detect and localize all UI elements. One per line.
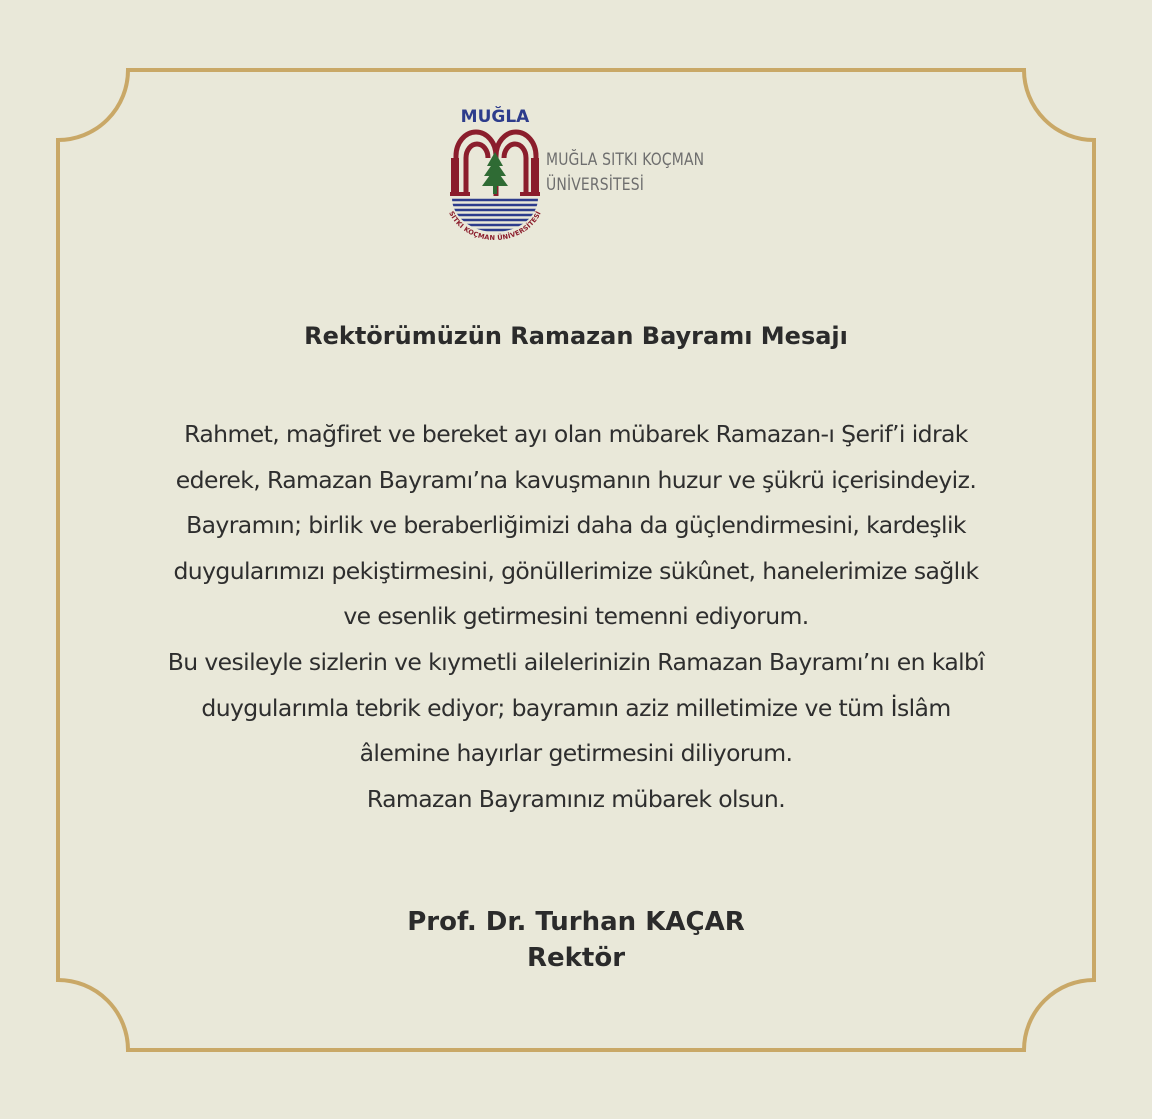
university-name-line1: MUĞLA SITKI KOÇMAN [546,150,705,170]
message-line: âlemine hayırlar getirmesini diliyorum. [359,739,793,768]
signature-role: Rektör [526,943,626,973]
message-line: duygularımla tebrik ediyor; bayramın aziz milletimize ve tüm İslâm [201,693,951,722]
message-title: Rektörümüzün Ramazan Bayramı Mesajı [304,322,848,350]
university-logo [440,100,740,250]
signature-block [76,904,1076,976]
message-line: duygularımızı pekiştirmesini, gönüllerimize sükûnet, hanelerimize sağlık [173,556,979,585]
message-line: Bu vesileyle sizlerin ve kıymetli ailelerinizin Ramazan Bayramı’nı en kalbî [167,647,985,676]
message-line: Rahmet, mağfiret ve bereket ayı olan mübarek Ramazan-ı Şerif’i idrak [184,420,968,448]
signature-name: Prof. Dr. Turhan KAÇAR [407,907,745,937]
message-body [76,412,1076,822]
message-line: Bayramın; birlik ve beraberliğimizi daha da güçlendirmesini, kardeşlik [186,511,966,540]
message-line: Ramazan Bayramınız mübarek olsun. [366,784,786,813]
message-line: ve esenlik getirmesini temenni ediyorum. [343,602,809,631]
university-name-line2: ÜNİVERSİTESİ [546,175,644,195]
university-name [546,148,705,198]
university-emblem-icon [440,100,550,248]
message-line: ederek, Ramazan Bayramı’na kavuşmanın huzur ve şükrü içerisindeyiz. [175,465,977,494]
logo-ring-text: SITKI KOÇMAN ÜNİVERSİTESİ [447,209,543,243]
logo-top-text: MUĞLA [460,107,530,127]
